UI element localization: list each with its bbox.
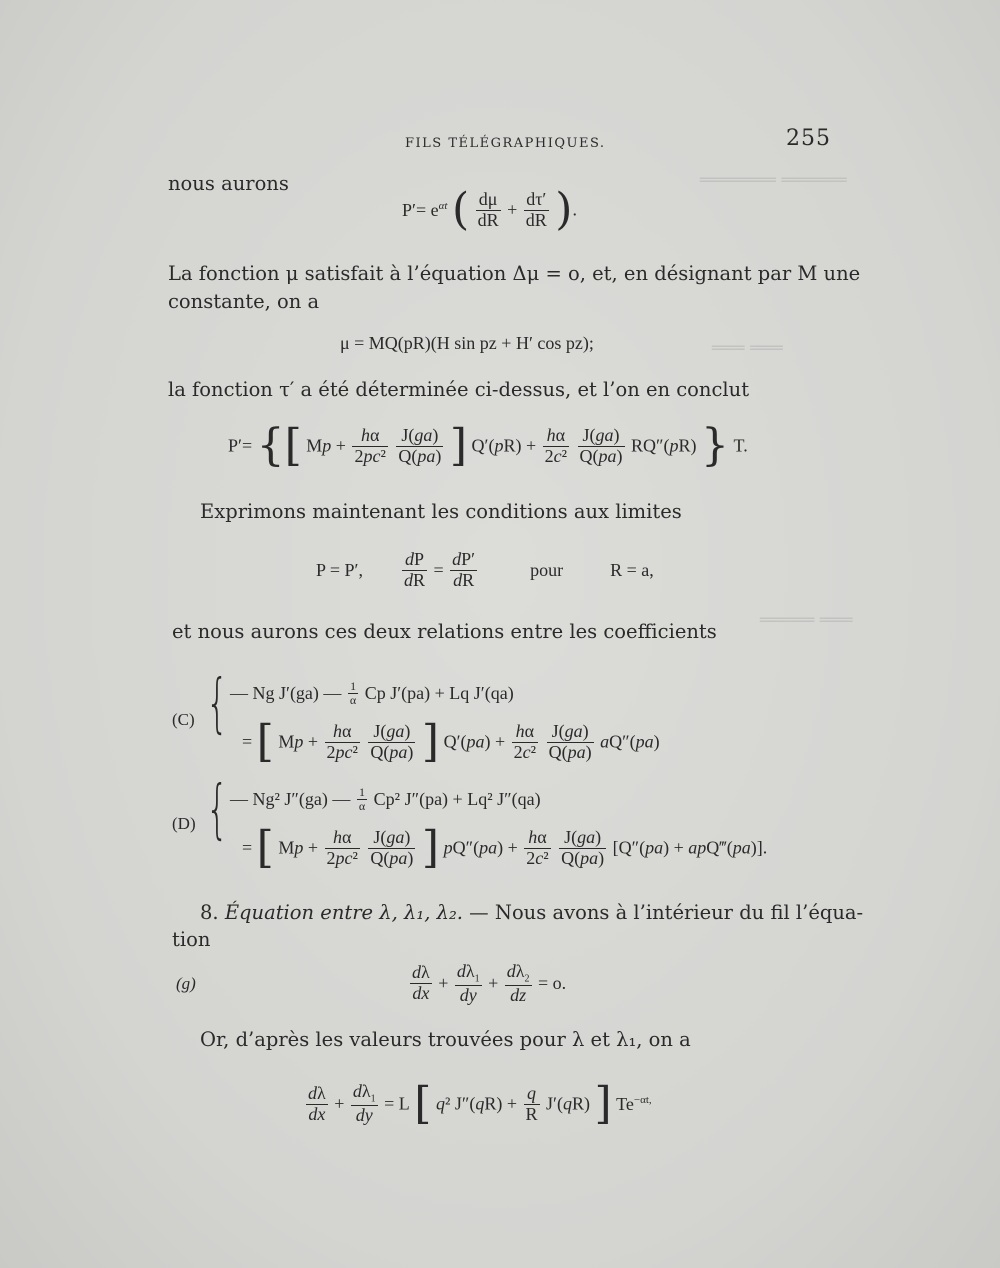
brace-C: { — [206, 667, 229, 741]
equation-4: P = P′, $\frac{dP}{dR}$ = $\frac{dP'}{dR}$ pour R = a, — [316, 549, 654, 590]
paragraph-text: La fonction μ satisfait à l’équation Δμ = o, et, en désignant par M une — [168, 262, 861, 285]
eq4-left: P = P′, — [316, 559, 363, 580]
bleed-through-text: ═══ ═══ — [712, 338, 783, 359]
equation-label-C: (C) — [172, 710, 195, 729]
equation-C-line-1: — Ng J′(ga) — $\frac{1}{\alpha}$ Cp J′(pa) + Lq J′(qa) — [230, 679, 514, 708]
paragraph-text: Or, d’après les valeurs trouvées pour λ et λ₁, on a — [200, 1028, 691, 1051]
equation-D-line-2: = [ Mp + $\frac{h\alpha}{\text{2pc²}}$ $\frac{J(ga)}{Q(pa)}$ ] pQ″(pa) + $\frac{h\alpha}{\text{2c²}}$ $\frac{J(ga)}{Q(pa)}$ [Q″(pa) + apQ‴(pa)]. — [242, 822, 768, 873]
equation-2: μ = MQ(pR)(H sin pz + H′ cos pz); — [340, 333, 594, 353]
brace-D: { — [206, 773, 229, 847]
paragraph-text: la fonction τ′ a été déterminée ci-dessus, et l’on en conclut — [168, 378, 750, 401]
paragraph-text: Exprimons maintenant les conditions aux limites — [200, 500, 682, 523]
equation-1: $P'= e^{\alpha t}$ ( $\frac{d\mu}{dR}$ + $\frac{d\tau'}{dR}$ ). — [402, 184, 577, 235]
equation-C-line-2: = [ Mp + $\frac{h\alpha}{\text{2pc²}}$ $\frac{J(ga)}{Q(pa)}$ ] Q′(pa) + $\frac{h\alpha}{\text{2c²}}$ $\frac{J(ga)}{Q(pa)}$ aQ″(pa) — [242, 716, 660, 767]
equation-D-line-1: — Ng² J″(ga) — $\frac{1}{\alpha}$ Cp² J″(pa) + Lq² J″(qa) — [230, 785, 541, 814]
eq4-right: R = a, — [610, 559, 654, 580]
paragraph-text: et nous aurons ces deux relations entre les coefficients — [172, 620, 717, 643]
paragraph-text: nous aurons — [168, 172, 289, 195]
paragraph-text: tion — [172, 928, 211, 951]
eq1-exponent: αt — [438, 199, 448, 212]
paragraph-text: constante, on a — [168, 290, 320, 313]
equation-last: $\frac{d\lambda}{dx}$ + $\frac{d\lambda_1}{dy}$ = L [ q² J″(qR) + $\frac{q}{R}$ J′(qR) ] $Te^{-\alpha t,}$ — [308, 1078, 652, 1129]
bleed-through-text: ═════ ═══ — [760, 610, 853, 631]
equation-g: $\frac{d\lambda}{dx}$ + $\frac{d\lambda_1}{dy}$ + $\frac{d\lambda_2}{dz}$ = o. — [412, 961, 567, 1005]
section-8-heading: 8. Équation entre λ, λ₁, λ₂. — Nous avons à l’intérieur du fil l’équa- — [200, 901, 864, 924]
page-number: 255 — [786, 126, 831, 151]
eq4-pour: pour — [530, 559, 564, 580]
equation-3: P′= {[ Mp + $\frac{h\alpha}{\text{2pc²}}$ $\frac{J(ga)}{Q(pa)}$ ] Q′(pR) + $\frac{h\alpha}{\text{2c²}}$ $\frac{J(ga)}{Q(pa)}$ RQ″(pR) } T. — [228, 420, 748, 471]
bleed-through-text: ═══════ ══════ — [700, 170, 847, 191]
eq1-lhs: P′= e — [402, 199, 439, 220]
section-8-title: Équation entre λ, λ₁, λ₂. — [224, 901, 463, 924]
equation-label-D: (D) — [172, 814, 196, 833]
running-title: FILS TÉLÉGRAPHIQUES. — [405, 136, 606, 151]
equation-label-g: (g) — [176, 974, 196, 993]
